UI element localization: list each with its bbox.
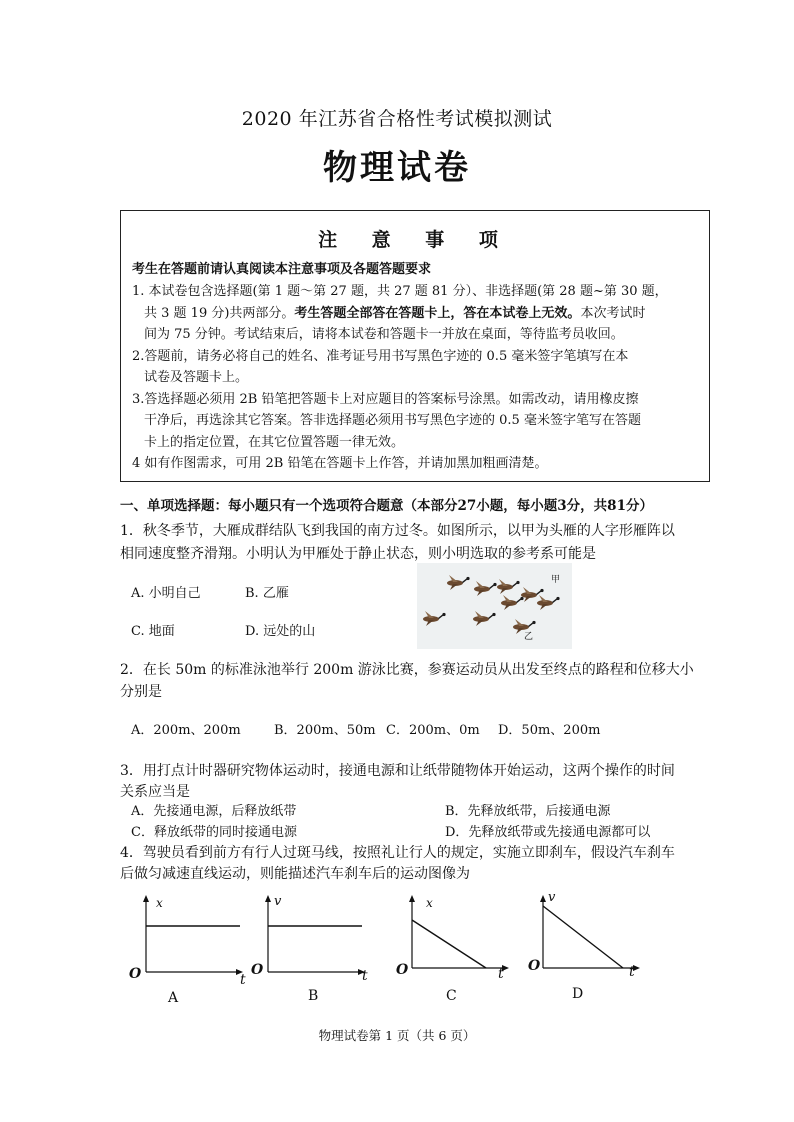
graph-b [250, 892, 370, 1004]
q2-line-1: 2．在长 50m 的标准泳池举行 200m 游泳比赛，参赛运动员从出发至终点的路程和位移大小 [120, 662, 694, 678]
q1-line-2: 相同速度整齐滑翔。小明认为甲雁处于静止状态，则小明选取的参考系可能是 [120, 546, 596, 562]
notice-item-1-line-3: 间为 75 分钟。考试结束后，请将本试卷和答题卡一并放在桌面，等待监考员收回。 [144, 327, 624, 342]
q4-line-1: 4．驾驶员看到前方有行人过斑马线，按照礼让行人的规定，实施立即刹车，假设汽车刹车 [120, 845, 675, 861]
q4-line-2: 后做匀减速直线运动，则能描述汽车刹车后的运动图像为 [120, 866, 470, 882]
graph-b-label: B [308, 988, 319, 1004]
goose-2 [474, 581, 497, 596]
graph-c-y-label: x [426, 896, 433, 910]
q3-option-c: C．释放纸带的同时接通电源 [131, 825, 297, 840]
graph-b-svg [250, 892, 370, 984]
notice-box [120, 210, 710, 482]
q2-option-b: B．200m、50m [274, 723, 376, 738]
goose-8 [473, 611, 496, 626]
notice-item-2-line-2: 试卷及答题卡上。 [144, 370, 249, 385]
notice-item-3-line-3: 卡上的指定位置，在其它位置答题一律无效。 [144, 435, 405, 450]
section-heading: 一、单项选择题：每小题只有一个选项符合题意（本部分27小题，每小题3分，共81分） [120, 498, 653, 514]
q1-option-a: A. 小明自己 [131, 586, 201, 601]
graph-c-origin: O [396, 962, 409, 978]
geese-formation-image [417, 563, 572, 649]
q1-line-1: 1．秋冬季节，大雁成群结队飞到我国的南方过冬。如图所示，以甲为头雁的人字形雁阵以 [120, 523, 675, 539]
goose-5 [501, 595, 524, 610]
graph-d [525, 890, 645, 1002]
graph-b-x-label: t [362, 968, 368, 984]
page-title: 物理试卷 [323, 148, 471, 188]
goose-1 [447, 575, 470, 590]
graph-c-line [412, 920, 486, 968]
graph-d-y-label: v [548, 890, 556, 905]
graph-c [394, 892, 514, 1004]
graph-a-origin: O [129, 966, 142, 982]
notice-item-1-line-1: 1. 本试卷包含选择题(第 1 题～第 27 题，共 27 题 81 分）、非选择题(第 28 题~第 30 题， [132, 284, 668, 299]
notice-item-3-line-2: 干净后，再选涂其它答案。答非选择题必须用书写黑色字迹的 0.5 毫米签字笔写在答题 [144, 413, 641, 428]
page-footer: 物理试卷第 1 页（共 6 页） [318, 1028, 476, 1043]
goose-3 [497, 579, 520, 594]
goose-4 [521, 587, 544, 602]
q3-line-2: 关系应当是 [120, 784, 190, 800]
graph-a-svg [128, 892, 248, 984]
graph-a [128, 892, 248, 1006]
notice-title: 注 意 事 项 [318, 229, 512, 251]
graph-d-origin: O [528, 958, 541, 974]
notice-item-4-line-1: 4 如有作图需求，可用 2B 铅笔在答题卡上作答，并请加黑加粗画清楚。 [132, 456, 548, 471]
q1-option-c: C. 地面 [131, 624, 175, 639]
notice-item-1-line-2: 共 3 题 19 分)共两部分。考生答题全部答在答题卡上，答在本试卷上无效。本次考试时 [144, 306, 646, 321]
graph-d-line [543, 906, 623, 968]
q2-option-a: A．200m、200m [131, 723, 241, 738]
graph-a-x-label: t [240, 972, 246, 988]
q3-line-1: 3．用打点计时器研究物体运动时，接通电源和让纸带随物体开始运动，这两个操作的时间 [120, 763, 675, 779]
q2-line-2: 分别是 [120, 684, 162, 700]
notice-intro: 考生在答题前请认真阅读本注意事项及各题答题要求 [132, 262, 432, 277]
notice-item-3-line-1: 3.答选择题必须用 2B 铅笔把答题卡上对应题目的答案标号涂黑。如需改动，请用橡皮擦 [132, 392, 639, 407]
q3-option-b: B．先释放纸带，后接通电源 [445, 804, 611, 819]
graph-d-label: D [572, 986, 584, 1002]
goose-7 [423, 611, 446, 626]
graph-c-svg [394, 892, 514, 984]
q1-option-d: D. 远处的山 [245, 624, 316, 639]
goose-6 [537, 595, 560, 610]
geese-illustration [417, 563, 572, 649]
graph-b-y-label: v [274, 894, 282, 909]
q3-option-d: D．先释放纸带或先接通电源都可以 [445, 825, 651, 840]
graph-a-y-label: x [156, 896, 163, 910]
graph-d-x-label: t [629, 964, 635, 980]
q1-option-b: B. 乙雁 [245, 586, 289, 601]
notice-item-2-line-1: 2.答题前，请务必将自己的姓名、准考证号用书写黑色字迹的 0.5 毫米签字笔填写在本 [132, 349, 629, 364]
graph-d-svg [525, 892, 645, 984]
q2-option-c: C．200m、0m [386, 723, 480, 738]
exam-subtitle: 2020 年江苏省合格性考试模拟测试 [241, 108, 553, 130]
q3-option-a: A．先接通电源，后释放纸带 [131, 804, 297, 819]
label-jia: 甲 [551, 575, 561, 585]
graph-a-label: A [168, 990, 179, 1006]
graph-b-origin: O [251, 962, 264, 978]
label-yi: 乙 [524, 632, 534, 642]
graph-c-x-label: t [498, 966, 504, 982]
q2-option-d: D．50m、200m [498, 723, 601, 738]
graph-c-label: C [446, 988, 457, 1004]
